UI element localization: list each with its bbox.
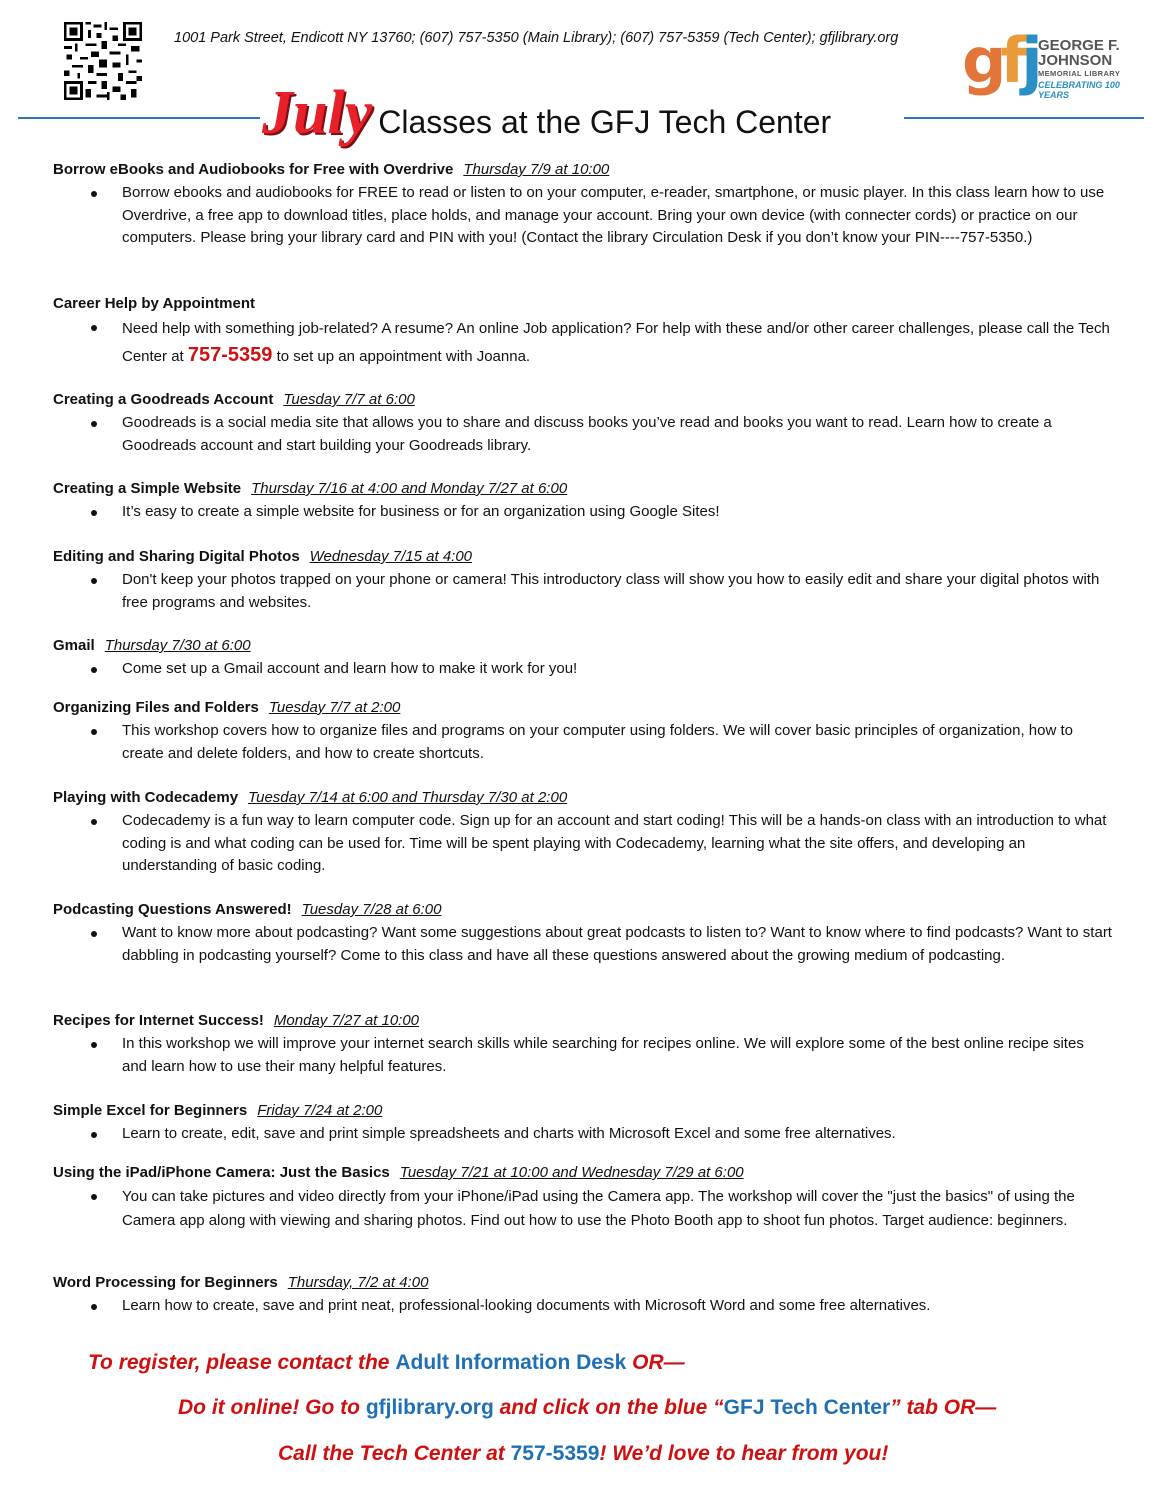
title-rule-right <box>904 117 1144 119</box>
logo-line-1: GEORGE F. <box>1038 37 1120 54</box>
class-description: Want to know more about podcasting? Want some suggestions about great podcasts to listen to? Want to know where to find podcasts? Want to start dabbling in podcasting yourself? Come to this class and have all these questions answered about the growing medium of podcasting. <box>122 922 1112 967</box>
adult-information-desk: Adult Information Desk <box>395 1351 627 1374</box>
register-text: To register, please contact the <box>88 1351 396 1374</box>
register-text-end: OR— <box>626 1351 685 1374</box>
library-logo <box>962 24 1142 108</box>
class-schedule: Thursday 7/16 at 4:00 and Monday 7/27 at 6:00 <box>251 480 568 497</box>
logo-line-4: CELEBRATING 100 YEARS <box>1038 80 1120 100</box>
class-item <box>53 293 1123 370</box>
class-schedule: Thursday, 7/2 at 4:00 <box>287 1274 429 1291</box>
class-item <box>53 1162 1123 1232</box>
class-description: Codecademy is a fun way to learn computer code. Sign up for an account and start coding! This will be a hands-on class with an introduction to what coding is and what coding can be used for. Time will be spent playing with Codecademy, learning what the site offers, and developing an understanding of basic coding. <box>122 810 1112 878</box>
class-name: Word Processing for Beginners <box>53 1274 278 1291</box>
class-description-text-end: to set up an appointment with Joanna. <box>272 348 531 365</box>
class-name: Career Help by Appointment <box>53 295 255 312</box>
tech-center-phone: 757-5359 <box>187 344 273 366</box>
register-line-3 <box>0 1442 1162 1466</box>
class-schedule: Tuesday 7/7 at 2:00 <box>268 699 401 716</box>
class-item <box>53 697 1123 765</box>
library-website-link[interactable]: gfjlibrary.org <box>365 1396 494 1419</box>
class-description: Learn how to create, save and print neat, professional-looking documents with Microsoft Word and some free alternatives. <box>122 1295 1112 1318</box>
class-item <box>53 1272 1123 1318</box>
library-address: 1001 Park Street, Endicott NY 13760; (607) 757-5350 (Main Library); (607) 757-5359 (Tech Center); gfjlibrary.org <box>174 30 899 46</box>
class-item <box>53 1100 1123 1146</box>
class-name: Using the iPad/iPhone Camera: Just the Basics <box>53 1164 390 1181</box>
logo-line-2: JOHNSON <box>1038 52 1113 69</box>
class-name: Recipes for Internet Success! <box>53 1012 264 1029</box>
class-description: It’s easy to create a simple website for business or for an organization using Google Sites! <box>122 501 1112 524</box>
logo-letter-g: g <box>962 24 1001 97</box>
class-description: Borrow ebooks and audiobooks for FREE to read or listen to on your computer, e-reader, smartphone, or music player. In this class learn how to use Overdrive, a free app to download titles, place holds, and manage your account. Bring your own device (with connecter cords) or practice on our computers. Please bring your library card and PIN with you! (Contact the library Circulation Desk if you don’t know your PIN----757-5350.) <box>122 182 1112 250</box>
class-description <box>122 316 1112 370</box>
logo-letter-f: f <box>1000 24 1022 97</box>
class-name: Simple Excel for Beginners <box>53 1102 248 1119</box>
class-schedule: Thursday 7/30 at 6:00 <box>104 637 251 654</box>
logo-text <box>1038 38 1142 100</box>
class-item <box>53 159 1123 250</box>
gfj-logo-mark <box>962 24 1037 97</box>
qr-code-icon <box>64 22 142 100</box>
class-item <box>53 546 1123 614</box>
class-item <box>53 389 1123 457</box>
call-text: Call the Tech Center at <box>278 1442 511 1465</box>
class-description: Learn to create, edit, save and print simple spreadsheets and charts with Microsoft Excel and some free alternatives. <box>122 1123 1112 1146</box>
title-rule-left <box>18 117 260 119</box>
class-name: Creating a Simple Website <box>53 480 242 497</box>
class-name: Podcasting Questions Answered! <box>53 901 292 918</box>
call-text-end: ! We’d love to hear from you! <box>599 1442 889 1465</box>
tech-center-phone-footer: 757-5359 <box>510 1442 600 1465</box>
class-name: Organizing Files and Folders <box>53 699 259 716</box>
class-name: Borrow eBooks and Audiobooks for Free with Overdrive <box>53 161 454 178</box>
online-text: Do it online! Go to <box>178 1396 366 1419</box>
class-description: Come set up a Gmail account and learn how to make it work for you! <box>122 658 1112 681</box>
class-item <box>53 478 1123 524</box>
class-schedule: Wednesday 7/15 at 4:00 <box>309 548 473 565</box>
class-description: You can take pictures and video directly from your iPhone/iPad using the Camera app. The workshop will cover the "just the basics" of using the Camera app along with viewing and sharing photos. Find out how to use the Photo Booth app to shoot fun photos. Target audience: beginners. <box>122 1185 1112 1232</box>
register-line-1 <box>0 1351 1162 1375</box>
class-schedule: Tuesday 7/14 at 6:00 and Thursday 7/30 at 2:00 <box>248 789 568 806</box>
class-name: Playing with Codecademy <box>53 789 239 806</box>
class-description: This workshop covers how to organize files and programs on your computer using folders. We will cover basic principles of organization, how to create and delete folders, and how to create shortcuts. <box>122 720 1112 765</box>
class-schedule: Tuesday 7/28 at 6:00 <box>301 901 442 918</box>
tech-center-tab-name: GFJ Tech Center <box>723 1396 891 1419</box>
register-line-2 <box>0 1396 1162 1420</box>
online-text-mid: and click on the blue “ <box>493 1396 724 1419</box>
title-month: July <box>262 79 373 147</box>
class-schedule: Monday 7/27 at 10:00 <box>273 1012 420 1029</box>
class-schedule: Thursday 7/9 at 10:00 <box>463 161 610 178</box>
class-item <box>53 635 1123 681</box>
class-name: Gmail <box>53 637 95 654</box>
logo-letter-j: j <box>1021 24 1037 97</box>
class-description: Goodreads is a social media site that allows you to share and discuss books you’ve read and books you want to read. Learn how to create a Goodreads account and start building your Goodreads library. <box>122 412 1112 457</box>
class-description: In this workshop we will improve your internet search skills while searching for recipes online. We will explore some of the best online recipe sites and learn how to use their many helpful features. <box>122 1033 1112 1078</box>
online-text-end: ” tab OR— <box>890 1396 997 1419</box>
class-schedule: Tuesday 7/21 at 10:00 and Wednesday 7/29 at 6:00 <box>399 1164 744 1181</box>
logo-line-3: MEMORIAL LIBRARY <box>1038 69 1121 78</box>
class-schedule: Tuesday 7/7 at 6:00 <box>283 391 415 408</box>
class-item <box>53 899 1123 967</box>
class-description: Don't keep your photos trapped on your phone or camera! This introductory class will show you how to easily edit and share your digital photos with free programs and websites. <box>122 569 1112 614</box>
class-name: Creating a Goodreads Account <box>53 391 274 408</box>
class-name: Editing and Sharing Digital Photos <box>53 548 300 565</box>
class-schedule: Friday 7/24 at 2:00 <box>257 1102 383 1119</box>
title-text: Classes at the GFJ Tech Center <box>378 104 832 140</box>
class-item <box>53 1010 1123 1078</box>
page-title <box>262 78 831 149</box>
class-description-text: Need help with something job-related? A resume? An online Job application? For help with these and/or other career challenges, please call the Tech Center at <box>122 320 1110 365</box>
class-item <box>53 787 1123 878</box>
